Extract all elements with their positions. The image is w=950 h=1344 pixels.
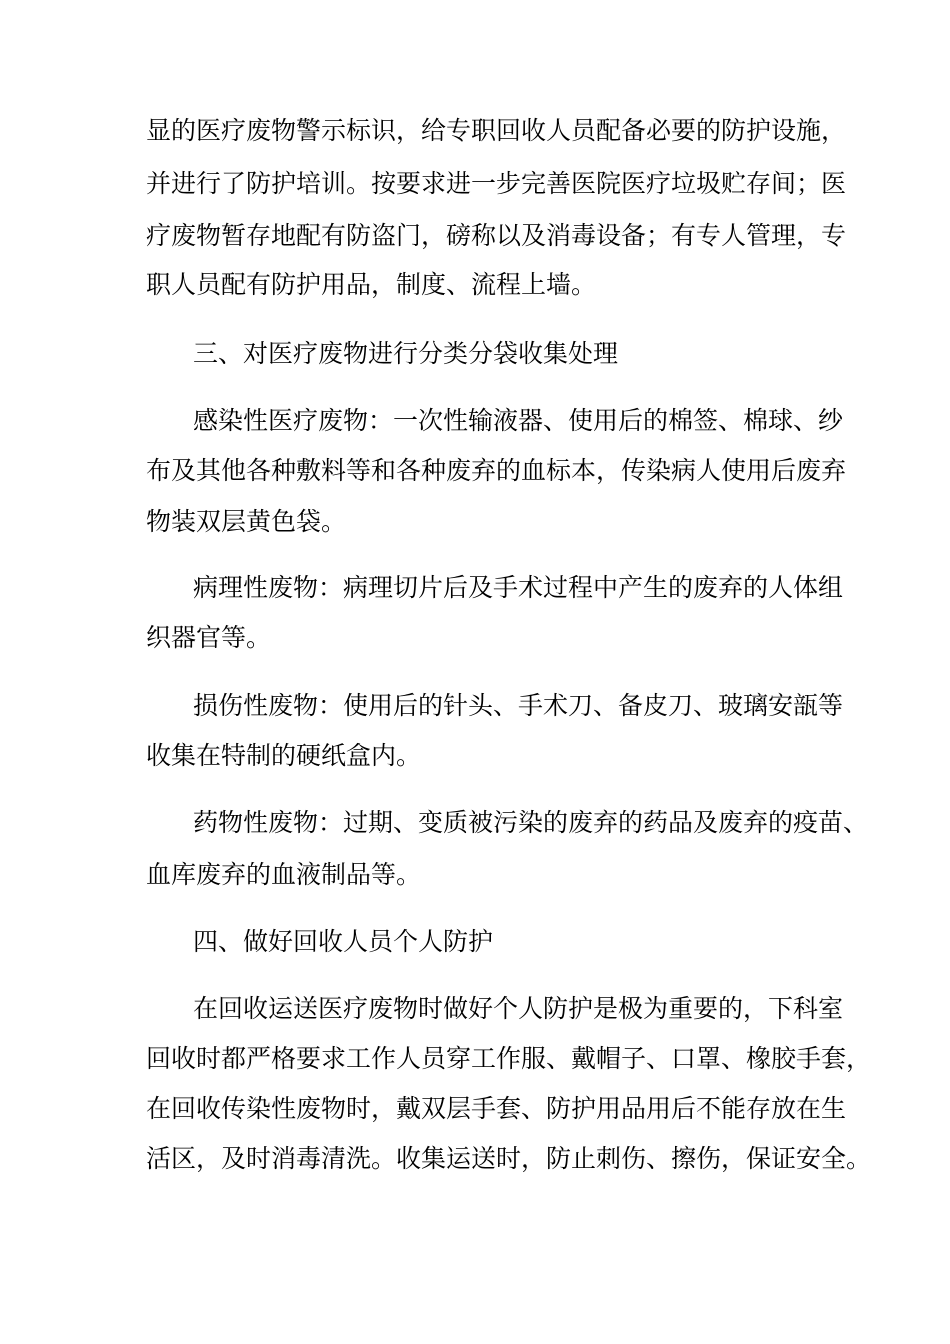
paragraph-line: 织器官等。 bbox=[146, 623, 272, 652]
paragraph-line: 病理性废物：病理切片后及手术过程中产生的废弃的人体组 bbox=[193, 573, 844, 602]
paragraph-line: 收集在特制的硬纸盒内。 bbox=[146, 741, 422, 770]
paragraph-line: 回收时都严格要求工作人员穿工作服、戴帽子、口罩、橡胶手套， bbox=[146, 1044, 872, 1073]
paragraph-line: 并进行了防护培训。按要求进一步完善医院医疗垃圾贮存间；医 bbox=[146, 169, 847, 198]
paragraph-line: 在回收传染性废物时，戴双层手套、防护用品用后不能存放在生 bbox=[146, 1094, 847, 1123]
paragraph-line: 疗废物暂存地配有防盗门，磅称以及消毒设备；有专人管理，专 bbox=[146, 221, 847, 250]
paragraph-line: 损伤性废物：使用后的针头、手术刀、备皮刀、玻璃安瓿等 bbox=[193, 691, 844, 720]
paragraph-line: 活区，及时消毒清洗。收集运送时，防止刺伤、擦伤，保证安全。 bbox=[146, 1144, 872, 1173]
paragraph-line: 血库废弃的血液制品等。 bbox=[146, 860, 422, 889]
section-heading: 四、做好回收人员个人防护 bbox=[193, 927, 494, 956]
section-heading: 三、对医疗废物进行分类分袋收集处理 bbox=[193, 339, 619, 368]
paragraph-line: 药物性废物：过期、变质被污染的废弃的药品及废弃的疫苗、 bbox=[193, 808, 869, 837]
paragraph-line: 物装双层黄色袋。 bbox=[146, 507, 347, 536]
paragraph-line: 职人员配有防护用品，制度、流程上墙。 bbox=[146, 270, 597, 299]
paragraph-line: 显的医疗废物警示标识，给专职回收人员配备必要的防护设施， bbox=[146, 116, 847, 145]
paragraph-line: 感染性医疗废物：一次性输液器、使用后的棉签、棉球、纱 bbox=[193, 406, 844, 435]
paragraph-line: 在回收运送医疗废物时做好个人防护是极为重要的，下科室 bbox=[193, 994, 844, 1023]
paragraph-line: 布及其他各种敷料等和各种废弃的血标本，传染病人使用后废弃 bbox=[146, 456, 847, 485]
